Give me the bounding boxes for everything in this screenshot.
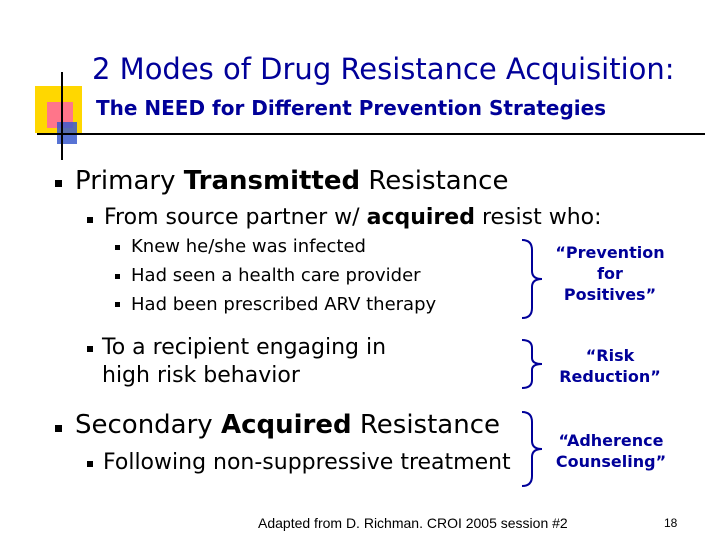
source-footnote: Adapted from D. Richman. CROI 2005 session #2: [258, 515, 568, 531]
decor-vertical-line: [61, 72, 63, 160]
sub-bullet-3: Had been prescribed ARV therapy: [131, 294, 437, 315]
bullet-source: [87, 217, 93, 223]
callout-prevention-line-3: Positives”: [563, 285, 657, 304]
primary-heading: [75, 166, 508, 196]
bullet-recipient: [87, 346, 93, 352]
callout-adherence-line-2: Counseling”: [555, 452, 667, 471]
sub-bullet-1: Knew he/she was infected: [131, 236, 366, 257]
secondary-heading-pre: Secondary: [75, 410, 221, 440]
decor-horizontal-line: [37, 133, 705, 135]
brace-risk: [520, 338, 550, 390]
callout-adherence-line-1: “Adherence: [558, 431, 664, 450]
callout-adherence: [548, 430, 674, 472]
brace-prevention: [520, 238, 550, 320]
source-em: acquired: [366, 205, 475, 230]
page-title: 2 Modes of Drug Resistance Acquisition:: [92, 52, 675, 86]
source-line: [104, 205, 602, 230]
primary-heading-em: Transmitted: [183, 166, 361, 196]
bullet-following: [87, 461, 93, 467]
callout-prevention-line-1: “Prevention: [555, 243, 665, 262]
bullet-secondary: [55, 425, 62, 432]
primary-heading-pre: Primary: [75, 166, 184, 196]
callout-risk-line-2: Reduction”: [559, 367, 661, 386]
callout-risk: [550, 345, 670, 387]
bullet-sub-1: [115, 245, 120, 250]
source-post: resist who:: [474, 205, 602, 230]
callout-prevention: [550, 242, 670, 305]
source-pre: From source partner w/: [104, 205, 367, 230]
page-number: 18: [664, 516, 678, 530]
primary-heading-post: Resistance: [360, 166, 509, 196]
bullet-sub-2: [115, 274, 120, 279]
following-line: Following non-suppressive treatment: [103, 450, 511, 475]
sub-bullet-2: Had seen a health care provider: [131, 265, 421, 286]
secondary-heading: [75, 410, 500, 440]
bullet-primary: [55, 180, 62, 187]
bullet-sub-3: [115, 302, 120, 307]
recipient-line-2: high risk behavior: [102, 363, 300, 388]
brace-adherence: [520, 410, 550, 488]
secondary-heading-em: Acquired: [220, 410, 352, 440]
callout-risk-line-1: “Risk: [585, 346, 635, 365]
callout-prevention-line-2: for: [597, 264, 623, 283]
recipient-line-1: To a recipient engaging in: [102, 335, 387, 360]
page-subtitle: The NEED for Different Prevention Strategies: [96, 96, 607, 120]
secondary-heading-post: Resistance: [351, 410, 500, 440]
